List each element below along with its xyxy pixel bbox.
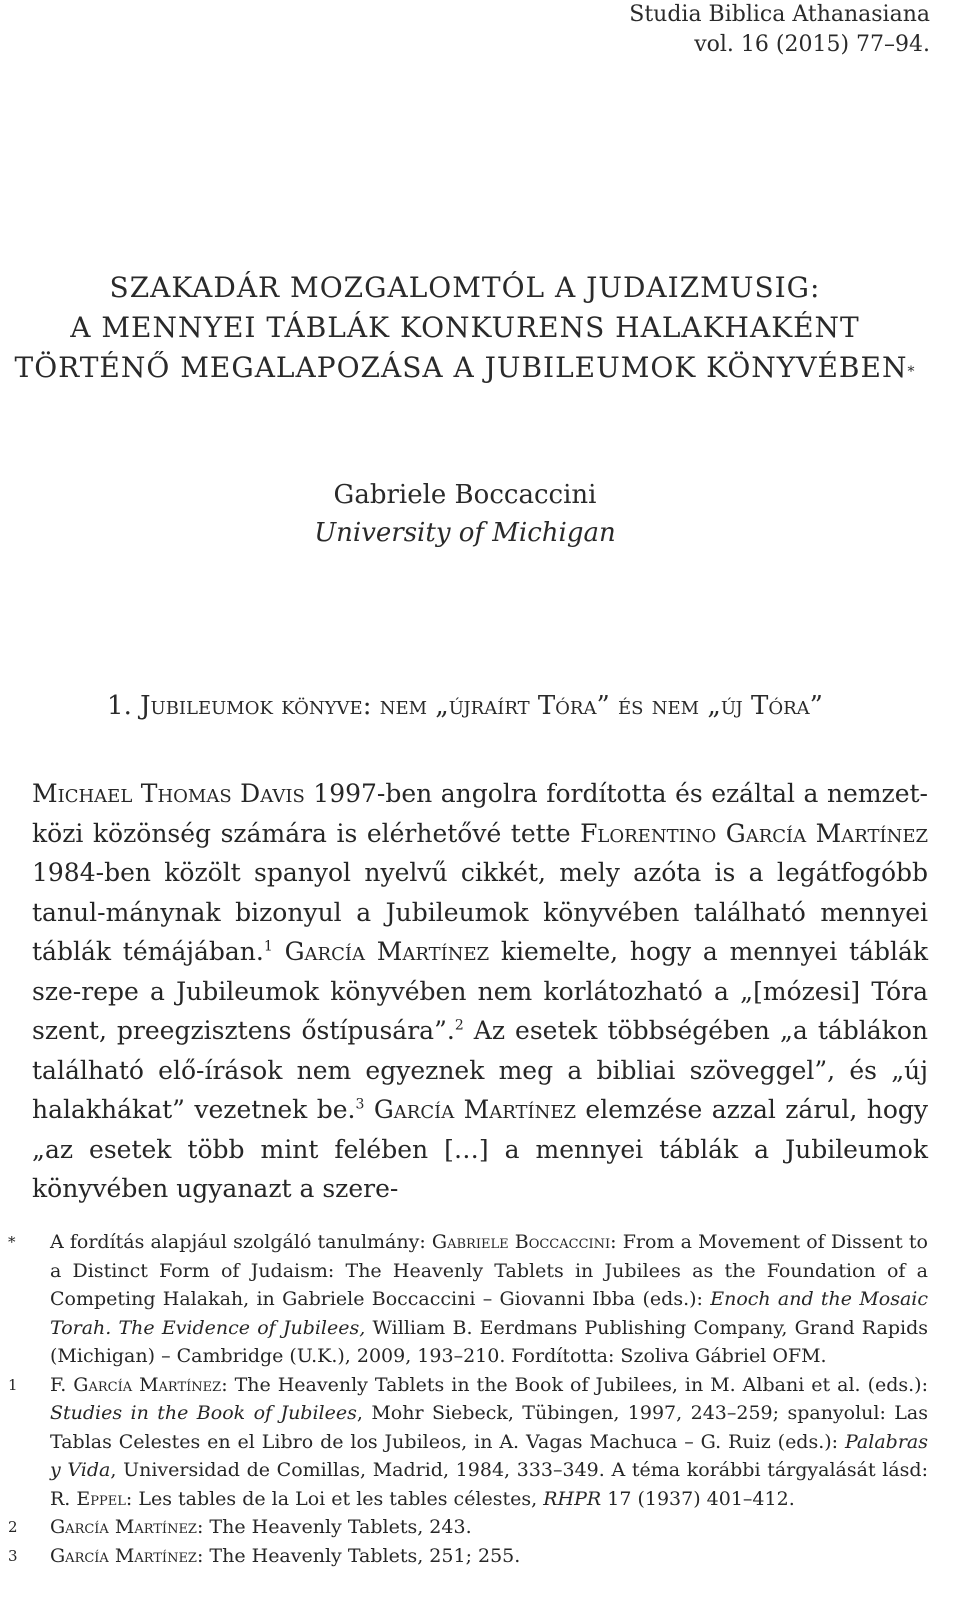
footnote-author: García Martínez bbox=[50, 1516, 197, 1538]
body-text-13 bbox=[364, 1095, 373, 1124]
body-text-12: írások nem egyeznek meg a bibliai szöveggel”, és „új halakhákat” vezetnek be. bbox=[32, 1055, 929, 1124]
body-text-6: mánynak bizonyul a Jubileumok könyvében található mennyei táblák témájában. bbox=[32, 897, 928, 966]
footnote-1 bbox=[8, 1371, 929, 1514]
footnote-mark: * bbox=[8, 1233, 16, 1251]
body-text-5: 1984-ben közölt spanyol nyelvű cikkét, mely azóta is a legátfogóbb tanul- bbox=[32, 858, 928, 927]
author-ref-garcia: Florentino García Martínez bbox=[580, 818, 929, 848]
author-ref-davis: Michael Thomas Davis bbox=[32, 779, 305, 808]
footnote-text: : Les tables de la Loi et les tables célestes, bbox=[125, 1487, 544, 1510]
author-block bbox=[0, 476, 930, 552]
footnote-text: William B. Eerdmans Publishing Company, Grand Rapids (Michigan) – Cambridge (U.K.), 2009, 193–210. Fordította: Szoliva Gábriel OFM. bbox=[50, 1316, 929, 1367]
footnote-mark: 1 bbox=[8, 1375, 18, 1394]
footnote-ref-2[interactable]: 2 bbox=[454, 1017, 464, 1034]
body-text-11: Az esetek többségében „a táblákon található elő- bbox=[32, 1016, 929, 1085]
footnote-book-title: Studies in the Book of Jubilees bbox=[50, 1402, 357, 1424]
title-line-1: SZAKADÁR MOZGALOMTÓL A JUDAIZMUSIG: bbox=[109, 271, 821, 304]
footnote-text: F. bbox=[50, 1373, 74, 1396]
author-affiliation: University of Michigan bbox=[314, 518, 616, 548]
footnote-2 bbox=[8, 1513, 928, 1542]
footnote-text: : The Heavenly Tablets, 251; 255. bbox=[196, 1544, 521, 1567]
running-header bbox=[629, 0, 930, 60]
body-text-10: repe a Jubileumok könyvében nem korlátozható a „[mózesi] Tóra szent, preegzisztens őstípusára”. bbox=[32, 976, 928, 1045]
footnote-book-title: Enoch and the Mosaic Torah. The Evidence of Jubilees, bbox=[50, 1288, 929, 1339]
footnote-author: García Martínez bbox=[50, 1544, 197, 1567]
footnote-author: Gabriele Boccaccini bbox=[431, 1231, 611, 1253]
title-line-3 bbox=[0, 348, 930, 388]
footnote-book-title: Palabras y Vida bbox=[50, 1430, 928, 1481]
body-text-7 bbox=[273, 937, 285, 966]
footnote-mark: 3 bbox=[8, 1546, 18, 1565]
author-ref-garcia-2: García Martínez bbox=[284, 937, 490, 966]
footnote-ref-1[interactable]: 1 bbox=[263, 938, 273, 955]
article-title bbox=[0, 268, 930, 388]
footnote-ref-3[interactable]: 3 bbox=[355, 1096, 365, 1113]
footnote-text: A fordítás alapjául szolgáló tanulmány: bbox=[50, 1231, 432, 1253]
body-text-3: közi közönség számára is elérhetővé tette bbox=[32, 818, 581, 848]
volume-info: vol. 16 (2015) 77–94. bbox=[694, 32, 930, 57]
footnote-3 bbox=[8, 1542, 928, 1571]
body-text-9: kiemelte, hogy a mennyei táblák sze- bbox=[32, 937, 929, 1006]
author-ref-garcia-3: García Martínez bbox=[373, 1095, 576, 1124]
footnote-star bbox=[8, 1228, 929, 1371]
footnote-text: , Universidad de Comillas, Madrid, 1984, 333–349. A téma korábbi tárgyalását lásd: R. bbox=[50, 1459, 928, 1510]
footnote-journal-title: RHPR bbox=[543, 1487, 602, 1510]
footnote-author: García Martínez bbox=[73, 1373, 222, 1396]
title-line-3-text: TÖRTÉNŐ MEGALAPOZÁSA A JUBILEUMOK KÖNYVÉBEN bbox=[14, 351, 908, 384]
footnote-mark: 2 bbox=[8, 1518, 18, 1536]
title-line-2: A MENNYEI TÁBLÁK KONKURENS HALAKHAKÉNT bbox=[70, 311, 860, 344]
journal-name: Studia Biblica Athanasiana bbox=[629, 2, 930, 27]
title-footnote-mark[interactable]: * bbox=[907, 364, 916, 380]
section-heading: 1. Jubileumok könyve: nem „újraírt Tóra” és nem „új Tóra” bbox=[107, 691, 823, 721]
footnote-text: : From a Movement of Dissent to a Distinct Form of Judaism: The Heavenly Tablets in Jubilees as the Foundation of a Competing Halakah, in Gabriele Boccaccini – Giovanni Ibba (eds.): bbox=[50, 1231, 928, 1310]
footnote-author: Eppel bbox=[76, 1487, 126, 1510]
body-text-15: elemzése azzal zárul, hogy „az esetek több mint felében […] a mennyei táblák a Jubileumok könyvében ugyanazt a szere- bbox=[32, 1095, 929, 1203]
body-text-2: 1997-ben angolra fordította és ezáltal a nemzet- bbox=[304, 779, 929, 808]
footnotes bbox=[8, 1228, 929, 1570]
footnote-text: 17 (1937) 401–412. bbox=[601, 1487, 795, 1510]
footnote-text: : The Heavenly Tablets, 243. bbox=[196, 1516, 472, 1538]
author-name: Gabriele Boccaccini bbox=[333, 480, 597, 510]
body-paragraph bbox=[32, 774, 928, 1209]
footnote-text: : The Heavenly Tablets in the Book of Jubilees, in M. Albani et al. (eds.): bbox=[221, 1373, 928, 1396]
footnote-text: , Mohr Siebeck, Tübingen, 1997, 243–259; spanyolul: Las Tablas Celestes en el Libro de los Jubileos, in A. Vagas Machuca – G. Ruiz (eds.): bbox=[50, 1402, 929, 1453]
